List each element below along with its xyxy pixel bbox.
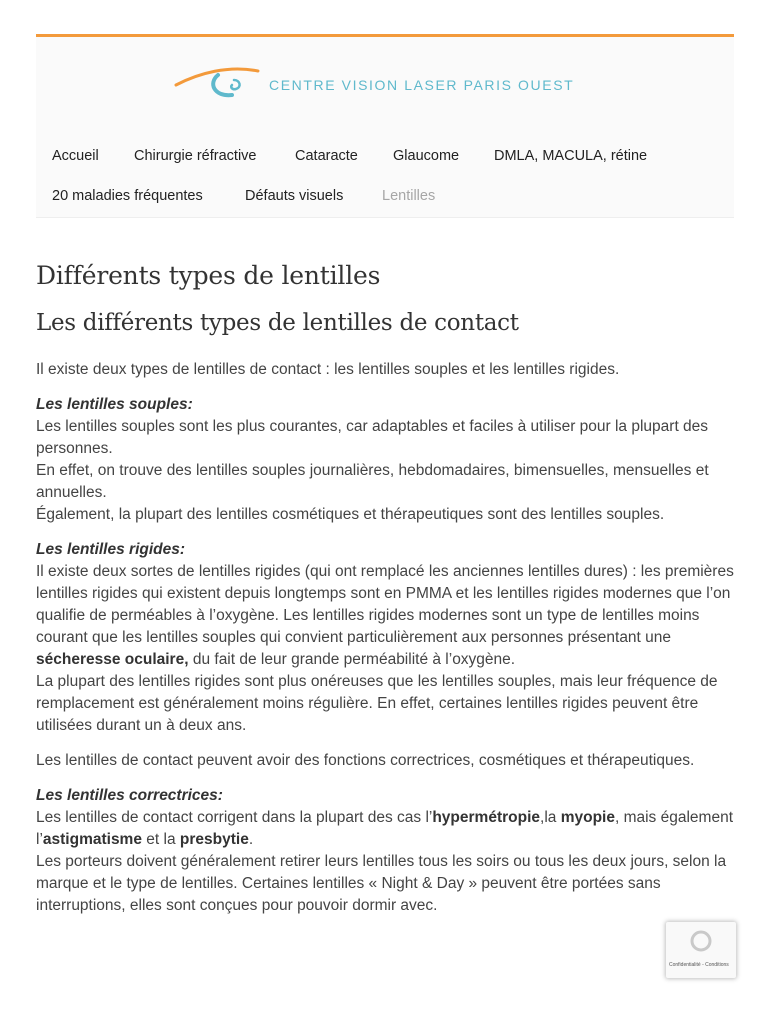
nav-item-chirurgie-refractive[interactable]: Chirurgie réfractive (134, 148, 257, 164)
page-subtitle: Les différents types de lentilles de contact (36, 310, 519, 336)
corr-text-b: ,la (540, 809, 561, 826)
presbytie-link[interactable]: presbytie (179, 831, 249, 848)
souples-line-3: Également, la plupart des lentilles cosmétiques et thérapeutiques sont des lentilles souples. (36, 506, 665, 523)
nav-item-20-maladies[interactable]: 20 maladies fréquentes (52, 188, 203, 204)
corr-text-c: , mais également l’ (36, 809, 733, 848)
rigides-line-2: La plupart des lentilles rigides sont plus onéreuses que les lentilles souples, mais leur fréquence de remplacement est généralement moins régulière. En effet, certaines lentilles rigides peuvent être utilisées durant un à deux ans. (36, 673, 718, 734)
site-header (36, 37, 734, 218)
correctrices-heading: Les lentilles correctrices: (36, 787, 223, 804)
corr-text-a: Les lentilles de contact corrigent dans la plupart des cas l’ (36, 809, 433, 826)
rigides-section (36, 539, 734, 737)
rigides-text-a: Il existe deux sortes de lentilles rigides (qui ont remplacé les anciennes lentilles dures) : les premières lentilles rigides qui existent depuis longtemps sont en PMMA et les lentilles rigides modernes que l’on qualifie de perméables à l’oxygène. Les lentilles rigides modernes sont un type de lentilles moins courant que les lentilles souples qui convient particulièrement aux personnes présentant une (36, 563, 734, 646)
hypermetropie-link[interactable]: hypermétropie (432, 809, 541, 826)
corr-text-d: et la (141, 831, 180, 848)
page-title: Différents types de lentilles (36, 261, 381, 290)
souples-line-1: Les lentilles souples sont les plus courantes, car adaptables et faciles à utiliser pour la plupart des personnes. (36, 418, 709, 457)
site-logo[interactable] (174, 65, 574, 109)
functions-paragraph: Les lentilles de contact peuvent avoir des fonctions correctrices, cosmétiques et thérapeutiques. (36, 752, 695, 769)
recaptcha-links[interactable]: Confidentialité - Conditions (669, 962, 729, 968)
souples-line-2: En effet, on trouve des lentilles souples journalières, hebdomadaires, bimensuelles, mensuelles et annuelles. (36, 462, 709, 501)
nav-item-glaucome[interactable]: Glaucome (393, 148, 460, 164)
souples-section (36, 394, 734, 526)
eye-logo-icon (174, 65, 269, 109)
nav-item-dmla-macula-retine[interactable]: DMLA, MACULA, rétine (494, 148, 648, 164)
nav-item-accueil[interactable]: Accueil (52, 148, 99, 164)
site-name: CENTRE VISION LASER PARIS OUEST (269, 77, 575, 93)
intro-paragraph: Il existe deux types de lentilles de contact : les lentilles souples et les lentilles rigides. (36, 361, 620, 378)
nav-item-lentilles[interactable]: Lentilles (382, 188, 436, 204)
recaptcha-badge[interactable] (666, 922, 736, 978)
rigides-text-c: du fait de leur grande perméabilité à l’oxygène. (188, 651, 516, 668)
rigides-heading: Les lentilles rigides: (36, 541, 186, 558)
secheresse-link[interactable]: sécheresse oculaire, (36, 651, 189, 668)
astigmatisme-link[interactable]: astigmatisme (42, 831, 142, 848)
myopie-link[interactable]: myopie (560, 809, 615, 826)
correctrices-section (36, 785, 734, 917)
corr-text-e: . (248, 831, 254, 848)
corr-line-2: Les porteurs doivent généralement retirer leurs lentilles tous les soirs ou tous les deux jours, selon la marque et le type de lentilles. Certaines lentilles « Night & Day » peuvent être portées sans interruptions, elles sont conçues pour pouvoir dormir avec. (36, 853, 727, 914)
nav-item-defauts-visuels[interactable]: Défauts visuels (245, 188, 344, 204)
article-body (36, 359, 734, 930)
recaptcha-icon (666, 922, 736, 958)
souples-heading: Les lentilles souples: (36, 396, 193, 413)
nav-item-cataracte[interactable]: Cataracte (295, 148, 358, 164)
